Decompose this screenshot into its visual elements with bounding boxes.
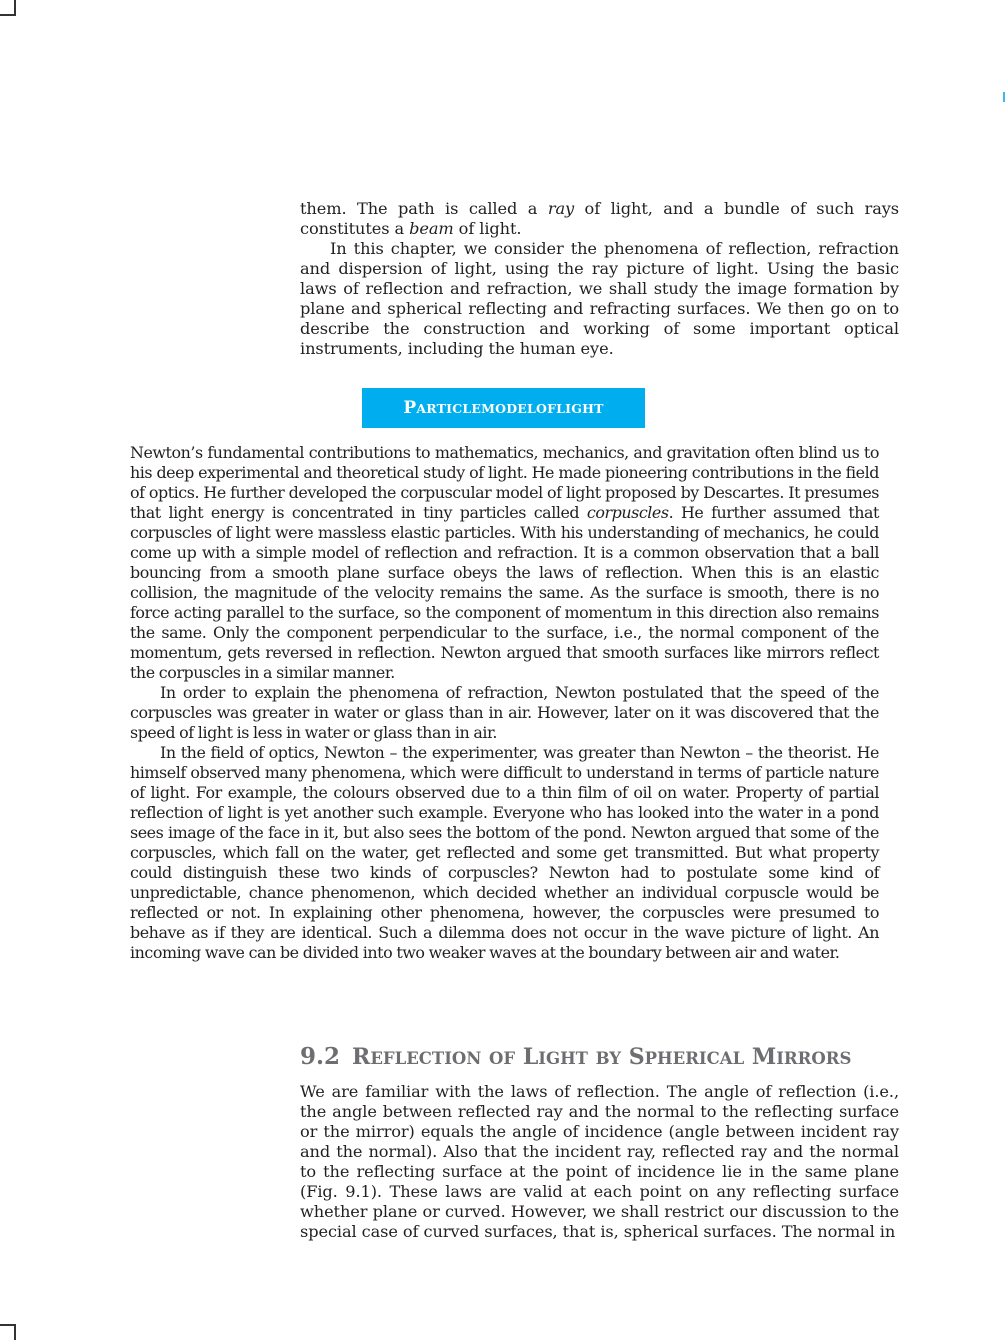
section-title: REFLECTION OF LIGHT BY SPHERICAL MIRRORS	[352, 1044, 852, 1070]
paragraph: In order to explain the phenomena of refraction, Newton postulated that the speed of the corpuscles was greater in water or glass than in air. However, later on it was discovered that the speed of light is less in water or glass than in air.	[130, 683, 879, 742]
intro-text	[300, 199, 899, 359]
paragraph: In the field of optics, Newton – the experimenter, was greater than Newton – the theorist. He himself observed many phenomena, which were difficult to understand in terms of particle nature of light. For example, the colours observed due to a thin film of oil on water. Property of partial reflection of light is yet another such example. Everyone who has looked into the water in a pond sees image of the face in it, but also sees the bottom of the pond. Newton argued that some of the corpuscles, which fall on the water, get reflected and some get transmitted. But what property could distinguish these two kinds of corpuscles? Newton had to postulate some kind of unpredictable, chance phenomenon, which decided whether an individual corpuscle would be reflected or not. In explaining other phenomena, however, the corpuscles were presumed to behave as if they are identical. Such a dilemma does not occur in the wave picture of light. An incoming wave can be divided into two weaker waves at the boundary between air and water.	[130, 743, 879, 962]
crop-mark-top-left	[0, 0, 16, 16]
particle-model-box-text	[130, 443, 879, 963]
box-title-banner: P ARTICLE M ODEL O F L IGHT	[362, 388, 645, 428]
section-number: 9.2	[300, 1043, 341, 1070]
section-heading	[300, 1043, 851, 1070]
paragraph: We are familiar with the laws of reflection. The angle of reflection (i.e., the angle between reflected ray and the normal to the reflecting surface or the mirror) equals the angle of incidence (angle between incident ray and the normal). Also that the incident ray, reflected ray and the normal to the reflecting surface at the point of incidence lie in the same plane (Fig. 9.1). These laws are valid at each point on any reflecting surface whether plane or curved. However, we shall restrict our discussion to the special case of curved surfaces, that is, spherical surfaces. The normal in	[300, 1082, 899, 1241]
section-body-text	[300, 1082, 899, 1242]
paragraph: In this chapter, we consider the phenomena of reflection, refraction and dispersion of light, using the ray picture of light. Using the basic laws of reflection and refraction, we shall study the image formation by plane and spherical reflecting and refracting surfaces. We then go on to describe the construction and working of some important optical instruments, including the human eye.	[300, 239, 899, 358]
paragraph: Newton’s fundamental contributions to mathematics, mechanics, and gravitation often blind us to his deep experimental and theoretical study of light. He made pioneering contributions in the field of optics. He further developed the corpuscular model of light proposed by Descartes. It presumes that light energy is concentrated in tiny particles called corpuscles. He further assumed that corpuscles of light were massless elastic particles. With his understanding of mechanics, he could come up with a simple model of reflection and refraction. It is a common observation that a ball bouncing from a smooth plane surface obeys the laws of reflection. When this is an elastic collision, the magnitude of the velocity remains the same. As the surface is smooth, there is no force acting parallel to the surface, so the component of momentum in this direction also remains the same. Only the component perpendicular to the surface, i.e., the normal component of the momentum, gets reversed in reflection. Newton argued that smooth surfaces like mirrors reflect the corpuscles in a similar manner.	[130, 443, 879, 682]
paragraph: them. The path is called a ray of light, and a bundle of such rays constitutes a beam of light.	[300, 199, 899, 238]
